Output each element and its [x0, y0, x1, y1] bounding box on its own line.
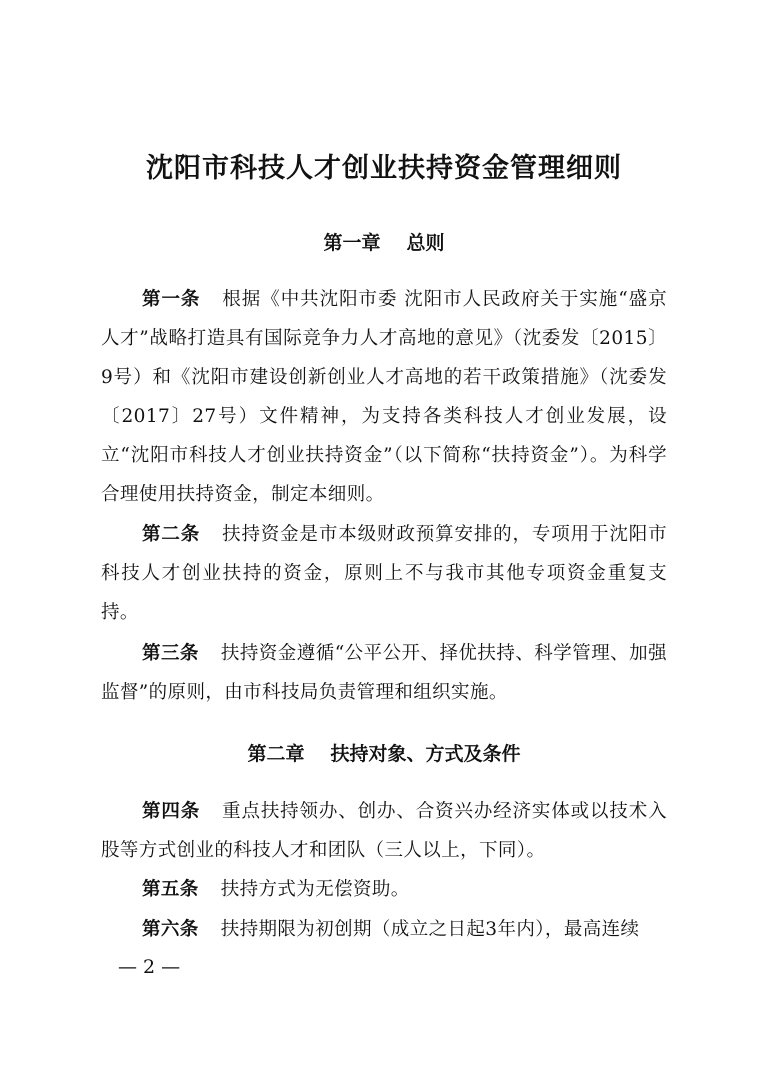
article-label: 第六条 — [142, 919, 199, 940]
article-text: 重点扶持领办、创办、合资兴办经济实体或以技术入股等方式创业的科技人才和团队（三人以上，下同）。 — [101, 801, 667, 861]
article-paragraph — [101, 280, 667, 514]
article-label: 第一条 — [142, 289, 201, 310]
article-paragraph — [101, 792, 667, 870]
chapter-name: 扶持对象、方式及条件 — [330, 743, 521, 765]
article-paragraph — [101, 870, 667, 909]
article-paragraph — [101, 910, 667, 949]
article-paragraph — [101, 634, 667, 712]
article-text: 根据《中共沈阳市委 沈阳市人民政府关于实施“盛京人才”战略打造具有国际竞争力人才高地的意见》（沈委发〔2015〕9号）和《沈阳市建设创新创业人才高地的若干政策措施》（沈委发〔2017〕27号）文件精神，为支持各类科技人才创业发展，设立“沈阳市科技人才创业扶持资金”（以下简称“扶持资金”）。为科学合理使用扶持资金，制定本细则。 — [101, 289, 667, 505]
article-label: 第三条 — [142, 643, 199, 664]
page-number: — 2 — — [118, 956, 181, 978]
article-text: 扶持资金遵循“公平公开、择优扶持、科学管理、加强监督”的原则，由市科技局负责管理和组织实施。 — [101, 643, 668, 703]
article-label: 第四条 — [142, 801, 201, 822]
article-text: 扶持方式为无偿资助。 — [220, 879, 410, 900]
chapter-name: 总则 — [406, 232, 445, 254]
article-text: 扶持资金是市本级财政预算安排的，专项用于沈阳市科技人才创业扶持的资金，原则上不与我市其他专项资金重复支持。 — [101, 524, 667, 623]
document-title: 沈阳市科技人才创业扶持资金管理细则 — [146, 153, 622, 184]
article-label: 第二条 — [142, 524, 201, 545]
chapter-number: 第二章 — [247, 743, 305, 765]
article-label: 第五条 — [142, 879, 199, 900]
chapter-number: 第一章 — [323, 232, 381, 254]
article-paragraph — [101, 515, 667, 632]
article-text: 扶持期限为初创期（成立之日起3年内），最高连续 — [220, 919, 640, 940]
chapter-heading — [0, 228, 768, 255]
chapter-heading — [0, 739, 768, 766]
